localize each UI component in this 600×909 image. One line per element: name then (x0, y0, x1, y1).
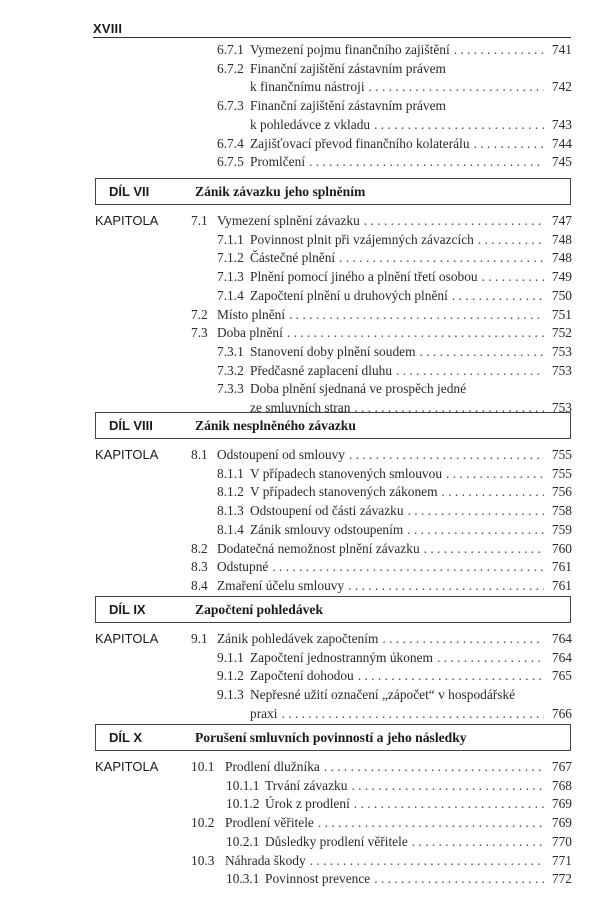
section-title: Trvání závazku (265, 777, 348, 793)
section-number: 7.3 (191, 325, 208, 341)
page-number: 755 (551, 447, 572, 462)
section-number: 7.3.1 (217, 343, 244, 359)
dot-leader (374, 870, 544, 888)
section-number: 9.1.2 (217, 668, 244, 684)
section-title: Odstupné (217, 559, 269, 575)
section-title: praxi (250, 705, 278, 721)
dot-leader (482, 268, 544, 286)
section-number: 8.1.3 (217, 503, 244, 519)
section-number: 6.7.3 (217, 98, 244, 114)
toc-entry[interactable] (217, 667, 572, 685)
dot-leader (446, 465, 544, 483)
toc-entry[interactable] (217, 521, 572, 539)
page-number: 759 (551, 521, 572, 537)
toc-entry[interactable] (191, 758, 572, 776)
section-number: 10.2.1 (226, 833, 260, 849)
page-number: 753 (551, 362, 572, 378)
part-title: Zánik závazku jeho splněním (195, 183, 366, 199)
section-number: 7.2 (191, 306, 208, 322)
toc-entry[interactable] (217, 231, 572, 249)
section-number: 6.7.4 (217, 135, 244, 151)
section-title: Odstoupení od smlouvy (217, 447, 345, 462)
page-number: 743 (551, 116, 572, 132)
kapitola-label: KAPITOLA (95, 631, 159, 646)
toc-entry[interactable] (217, 362, 572, 380)
section-title: Dodatečná nemožnost plnění závazku (217, 540, 420, 556)
section-number: 7.1.1 (217, 231, 244, 247)
section-title: Zmaření účelu smlouvy (217, 577, 345, 593)
part-heading-box (95, 724, 571, 751)
toc-entry[interactable] (191, 324, 572, 342)
section-number: 7.3.3 (217, 381, 244, 397)
page-number: 741 (551, 42, 572, 57)
toc-entry[interactable] (217, 465, 572, 483)
page-number: 742 (551, 79, 572, 95)
toc-entry[interactable] (226, 795, 572, 813)
page-number: 761 (551, 577, 572, 593)
toc-entry[interactable] (217, 502, 572, 520)
page-number: 748 (551, 231, 572, 247)
part-heading-box (95, 412, 571, 439)
dot-leader (407, 521, 544, 539)
section-title: Doba plnění (217, 325, 283, 341)
section-title: Úrok z prodlení (265, 796, 350, 812)
section-title: Zánik smlouvy odstoupením (250, 521, 404, 537)
dot-leader (364, 212, 544, 230)
toc-entry[interactable] (191, 814, 572, 832)
section-title: Stanovení doby plnění soudem (250, 343, 416, 359)
toc-entry[interactable] (217, 41, 572, 59)
page-number: 749 (551, 269, 572, 285)
toc-entry[interactable] (217, 483, 572, 501)
section-title: Náhrada škody (225, 852, 306, 868)
part-title: Započtení pohledávek (195, 601, 324, 617)
section-number: 8.4 (191, 577, 208, 593)
page-number: 764 (551, 649, 572, 665)
toc-entry[interactable] (217, 380, 572, 398)
page-number: 766 (551, 705, 572, 721)
part-label: DÍL VII (109, 184, 150, 199)
page-number: 745 (551, 154, 572, 170)
dot-leader (452, 287, 544, 305)
dot-leader (354, 795, 544, 813)
section-number: 10.1.1 (226, 777, 260, 793)
section-number: 10.1 (191, 759, 215, 774)
section-number: 7.1.2 (217, 250, 244, 266)
section-title: Finanční zajištění zástavním právem (250, 60, 446, 76)
dot-leader (412, 833, 544, 851)
section-title: Částečné plnění (250, 250, 336, 266)
section-title: Započtení plnění u druhových plnění (250, 287, 448, 303)
dot-leader (348, 577, 544, 595)
section-title: V případech stanovených smlouvou (250, 465, 443, 481)
page-number: 751 (551, 306, 572, 322)
section-number: 6.7.1 (217, 42, 244, 57)
toc-entry[interactable] (217, 287, 572, 305)
section-title: Zánik pohledávek započtením (217, 631, 379, 646)
section-number: 10.3 (191, 852, 215, 868)
section-number: 7.1 (191, 213, 208, 228)
toc-entry[interactable] (191, 558, 572, 576)
dot-leader (424, 540, 544, 558)
page-number: 755 (551, 465, 572, 481)
section-title: Započtení dohodou (250, 668, 354, 684)
toc-entry[interactable] (191, 852, 572, 870)
page-number: 744 (551, 135, 572, 151)
part-heading-box (95, 596, 571, 623)
section-title: Vymezení pojmu finančního zajištění (250, 42, 450, 57)
toc-entry[interactable] (217, 686, 572, 704)
part-title: Porušení smluvních povinností a jeho následky (195, 729, 467, 745)
dot-leader (289, 306, 544, 324)
section-title: Prodlení dlužníka (225, 759, 320, 774)
section-number: 10.2 (191, 815, 215, 831)
toc-entry[interactable] (250, 78, 572, 96)
toc-entry[interactable] (217, 153, 572, 171)
dot-leader (420, 343, 544, 361)
page-number: 756 (551, 484, 572, 500)
toc-entry[interactable] (226, 870, 572, 888)
kapitola-label: KAPITOLA (95, 447, 159, 462)
toc-entry[interactable] (226, 833, 572, 851)
section-number: 9.1.3 (217, 687, 244, 703)
section-title: Doba plnění sjednaná ve prospěch jedné (250, 381, 467, 397)
section-title: Prodlení věřitele (225, 815, 314, 831)
page-number: 747 (551, 213, 572, 228)
dot-leader (310, 852, 544, 870)
page-number: 752 (551, 325, 572, 341)
page-number: 761 (551, 559, 572, 575)
toc-entry[interactable] (226, 777, 572, 795)
page-number: 768 (551, 777, 572, 793)
page-number: 772 (551, 871, 572, 887)
page-number: 765 (551, 668, 572, 684)
dot-leader (454, 41, 544, 59)
section-number: 8.3 (191, 559, 208, 575)
section-title: Odstoupení od části závazku (250, 503, 404, 519)
section-number: 8.1.2 (217, 484, 244, 500)
section-title: ze smluvních stran (250, 400, 351, 415)
section-number: 10.1.2 (226, 796, 260, 812)
section-number: 8.1 (191, 447, 208, 462)
part-title: Zánik nesplněného závazku (195, 417, 356, 433)
page-number: 748 (551, 250, 572, 266)
dot-leader (437, 649, 544, 667)
part-heading-box (95, 178, 571, 205)
toc-entry[interactable] (217, 60, 572, 78)
section-title: Promlčení (250, 154, 306, 170)
section-number: 7.1.3 (217, 269, 244, 285)
dot-leader (442, 483, 544, 501)
section-number: 8.1.4 (217, 521, 244, 537)
section-number: 8.1.1 (217, 465, 244, 481)
dot-leader (339, 249, 544, 267)
page-number: 769 (551, 815, 572, 831)
toc-entry[interactable] (191, 306, 572, 324)
section-title: k finančnímu nástroji (250, 79, 365, 95)
section-title: Započtení jednostranným úkonem (250, 649, 433, 665)
section-title: Zajišťovací převod finančního kolaterálu (250, 135, 470, 151)
section-title: Povinnost plnit při vzájemných závazcích (250, 231, 474, 247)
section-title: Místo plnění (217, 306, 286, 322)
page-number: 758 (551, 503, 572, 519)
page-number: 753 (551, 343, 572, 359)
page-number: 764 (551, 631, 572, 646)
dot-leader (396, 362, 544, 380)
toc-entry[interactable] (191, 630, 572, 648)
dot-leader (287, 324, 544, 342)
dot-leader (374, 116, 544, 134)
dot-leader (474, 135, 544, 153)
section-number: 8.2 (191, 540, 208, 556)
dot-leader (309, 153, 544, 171)
toc-entry[interactable] (191, 540, 572, 558)
part-label: DÍL X (109, 730, 142, 745)
page-number: 770 (551, 833, 572, 849)
part-label: DÍL IX (109, 602, 146, 617)
section-number: 9.1 (191, 631, 208, 646)
toc-entry[interactable] (217, 343, 572, 361)
page-number: 750 (551, 287, 572, 303)
toc-entry[interactable] (250, 116, 572, 134)
section-title: Plnění pomocí jiného a plnění třetí osobou (250, 269, 478, 285)
page-number: 753 (551, 400, 572, 415)
dot-leader (382, 630, 544, 648)
dot-leader (318, 814, 544, 832)
dot-leader (358, 667, 544, 685)
section-title: Důsledky prodlení věřitele (265, 833, 408, 849)
section-title: Nepřesné užití označení „zápočet“ v hospodářské (250, 687, 516, 703)
section-number: 9.1.1 (217, 649, 244, 665)
toc-entry[interactable] (217, 649, 572, 667)
section-number: 7.3.2 (217, 362, 244, 378)
dot-leader (478, 231, 544, 249)
dot-leader (369, 78, 544, 96)
header-rule (93, 37, 571, 38)
dot-leader (408, 502, 544, 520)
section-title: k pohledávce z vkladu (250, 116, 371, 132)
page-number: 769 (551, 796, 572, 812)
section-title: Vymezení splnění závazku (217, 213, 360, 228)
dot-leader (282, 705, 544, 723)
dot-leader (351, 777, 544, 795)
toc-entry[interactable] (217, 97, 572, 115)
toc-entry[interactable] (217, 249, 572, 267)
section-number: 6.7.2 (217, 60, 244, 76)
section-title: Finanční zajištění zástavním právem (250, 98, 446, 114)
section-number: 10.3.1 (226, 871, 260, 887)
part-label: DÍL VIII (109, 418, 153, 433)
toc-entry[interactable] (191, 577, 572, 595)
section-title: Předčasné zaplacení dluhu (250, 362, 393, 378)
kapitola-label: KAPITOLA (95, 213, 159, 228)
toc-entry[interactable] (217, 135, 572, 153)
toc-entry[interactable] (250, 705, 572, 723)
toc-entry[interactable] (191, 446, 572, 464)
toc-entry[interactable] (191, 212, 572, 230)
section-number: 6.7.5 (217, 154, 244, 170)
dot-leader (324, 758, 544, 776)
toc-entry[interactable] (217, 268, 572, 286)
dot-leader (349, 446, 544, 464)
section-number: 7.1.4 (217, 287, 244, 303)
running-head: XVIII (93, 21, 123, 36)
page-number: 771 (551, 852, 572, 868)
section-title: V případech stanovených zákonem (250, 484, 438, 500)
page-number: 760 (551, 540, 572, 556)
dot-leader (272, 558, 544, 576)
page-number: 767 (551, 759, 572, 774)
section-title: Povinnost prevence (265, 871, 371, 887)
kapitola-label: KAPITOLA (95, 759, 159, 774)
